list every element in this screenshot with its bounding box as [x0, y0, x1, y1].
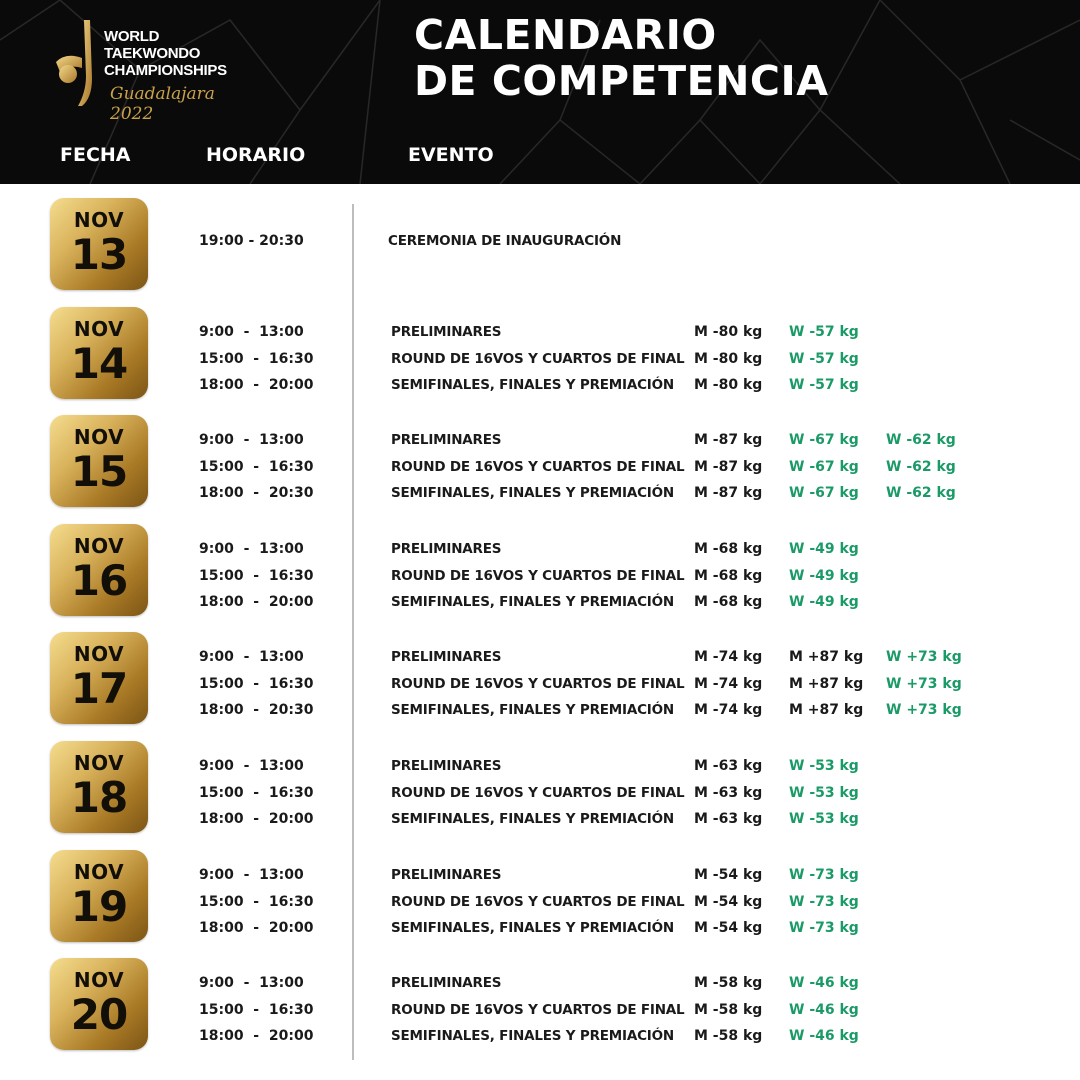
women-weight-category: W -57 kg: [789, 324, 859, 340]
date-day: 20: [70, 990, 128, 1039]
date-badge: [50, 415, 148, 507]
women-weight-category: W -49 kg: [789, 594, 859, 610]
men-weight-category: M -68 kg: [694, 541, 763, 557]
date-day: 19: [70, 882, 128, 931]
event-name: SEMIFINALES, FINALES Y PREMIACIÓN: [391, 811, 675, 827]
men-weight-category: M -87 kg: [694, 432, 763, 448]
date-month: NOV: [73, 642, 125, 666]
date-day: 15: [70, 447, 128, 496]
date-badge: [50, 632, 148, 724]
event-name: ROUND DE 16VOS Y CUARTOS DE FINAL: [391, 894, 685, 910]
date-day: 13: [70, 230, 128, 279]
event-name: PRELIMINARES: [391, 432, 502, 448]
event-name: ROUND DE 16VOS Y CUARTOS DE FINAL: [391, 676, 685, 692]
men-weight-category: M +87 kg: [789, 702, 864, 718]
logo-line-championships: CHAMPIONSHIPS: [104, 62, 227, 79]
date-badge: [50, 850, 148, 942]
event-name: PRELIMINARES: [391, 867, 502, 883]
taekwondo-emblem-icon: [52, 18, 102, 108]
event-name: SEMIFINALES, FINALES Y PREMIACIÓN: [391, 594, 675, 610]
time-range: 15:00 - 16:30: [199, 568, 314, 584]
women-weight-category: W -67 kg: [789, 459, 859, 475]
date-month: NOV: [73, 425, 125, 449]
women-weight-category: W -62 kg: [886, 485, 956, 501]
men-weight-category: M -58 kg: [694, 975, 763, 991]
logo-line-world: WORLD: [104, 28, 160, 45]
title-line-2: DE COMPETENCIA: [414, 57, 829, 105]
men-weight-category: M -54 kg: [694, 867, 763, 883]
event-name: PRELIMINARES: [391, 758, 502, 774]
column-divider: [352, 204, 354, 1060]
women-weight-category: W -53 kg: [789, 785, 859, 801]
time-range: 18:00 - 20:00: [199, 377, 314, 393]
women-weight-category: W -62 kg: [886, 459, 956, 475]
men-weight-category: M -54 kg: [694, 920, 763, 936]
women-weight-category: W -67 kg: [789, 485, 859, 501]
men-weight-category: M -68 kg: [694, 568, 763, 584]
men-weight-category: M -63 kg: [694, 811, 763, 827]
men-weight-category: M -87 kg: [694, 459, 763, 475]
women-weight-category: W -73 kg: [789, 894, 859, 910]
men-weight-category: M +87 kg: [789, 649, 864, 665]
women-weight-category: W -73 kg: [789, 867, 859, 883]
date-day: 14: [70, 339, 128, 388]
event-name: SEMIFINALES, FINALES Y PREMIACIÓN: [391, 920, 675, 936]
time-range: 9:00 - 13:00: [199, 432, 304, 448]
time-range: 19:00 - 20:30: [199, 233, 304, 249]
time-range: 9:00 - 13:00: [199, 649, 304, 665]
women-weight-category: W -53 kg: [789, 758, 859, 774]
logo-line-taekwondo: TAEKWONDO: [104, 45, 201, 62]
logo-script-city: Guadalajara 2022: [110, 84, 215, 124]
date-badge: [50, 307, 148, 399]
column-header-evento: EVENTO: [408, 144, 494, 166]
title-line-1: CALENDARIO: [414, 11, 717, 59]
women-weight-category: W -57 kg: [789, 377, 859, 393]
men-weight-category: M -54 kg: [694, 894, 763, 910]
event-name: ROUND DE 16VOS Y CUARTOS DE FINAL: [391, 459, 685, 475]
men-weight-category: M -74 kg: [694, 676, 763, 692]
time-range: 15:00 - 16:30: [199, 676, 314, 692]
date-day: 17: [70, 664, 128, 713]
time-range: 18:00 - 20:00: [199, 594, 314, 610]
time-range: 18:00 - 20:00: [199, 811, 314, 827]
men-weight-category: M +87 kg: [789, 676, 864, 692]
event-name: ROUND DE 16VOS Y CUARTOS DE FINAL: [391, 568, 685, 584]
date-month: NOV: [73, 751, 125, 775]
date-badge: [50, 741, 148, 833]
time-range: 18:00 - 20:30: [199, 485, 314, 501]
date-month: NOV: [73, 860, 125, 884]
time-range: 18:00 - 20:30: [199, 702, 314, 718]
time-range: 18:00 - 20:00: [199, 920, 314, 936]
women-weight-category: W +73 kg: [886, 649, 962, 665]
event-name: ROUND DE 16VOS Y CUARTOS DE FINAL: [391, 351, 685, 367]
date-month: NOV: [73, 317, 125, 341]
men-weight-category: M -63 kg: [694, 758, 763, 774]
date-month: NOV: [73, 968, 125, 992]
time-range: 15:00 - 16:30: [199, 785, 314, 801]
date-badge: [50, 524, 148, 616]
men-weight-category: M -58 kg: [694, 1028, 763, 1044]
men-weight-category: M -87 kg: [694, 485, 763, 501]
event-name: PRELIMINARES: [391, 975, 502, 991]
championship-logo: [52, 18, 252, 124]
women-weight-category: W -53 kg: [789, 811, 859, 827]
date-day: 18: [70, 773, 128, 822]
header-banner: [0, 0, 1080, 184]
women-weight-category: W -73 kg: [789, 920, 859, 936]
date-day: 16: [70, 556, 128, 605]
time-range: 9:00 - 13:00: [199, 324, 304, 340]
women-weight-category: W -49 kg: [789, 541, 859, 557]
event-name: PRELIMINARES: [391, 324, 502, 340]
men-weight-category: M -80 kg: [694, 351, 763, 367]
women-weight-category: W -49 kg: [789, 568, 859, 584]
time-range: 15:00 - 16:30: [199, 459, 314, 475]
page-title: [414, 12, 828, 104]
time-range: 15:00 - 16:30: [199, 351, 314, 367]
men-weight-category: M -74 kg: [694, 649, 763, 665]
time-range: 15:00 - 16:30: [199, 894, 314, 910]
men-weight-category: M -58 kg: [694, 1002, 763, 1018]
women-weight-category: W -46 kg: [789, 975, 859, 991]
time-range: 9:00 - 13:00: [199, 541, 304, 557]
date-badge: [50, 198, 148, 290]
time-range: 18:00 - 20:00: [199, 1028, 314, 1044]
event-name: SEMIFINALES, FINALES Y PREMIACIÓN: [391, 1028, 675, 1044]
time-range: 9:00 - 13:00: [199, 867, 304, 883]
men-weight-category: M -63 kg: [694, 785, 763, 801]
men-weight-category: M -80 kg: [694, 377, 763, 393]
time-range: 9:00 - 13:00: [199, 975, 304, 991]
women-weight-category: W +73 kg: [886, 676, 962, 692]
date-month: NOV: [73, 534, 125, 558]
time-range: 15:00 - 16:30: [199, 1002, 314, 1018]
column-header-fecha: FECHA: [60, 144, 131, 166]
event-name: PRELIMINARES: [391, 649, 502, 665]
women-weight-category: W +73 kg: [886, 702, 962, 718]
men-weight-category: M -80 kg: [694, 324, 763, 340]
event-name: ROUND DE 16VOS Y CUARTOS DE FINAL: [391, 785, 685, 801]
event-name: CEREMONIA DE INAUGURACIÓN: [388, 233, 622, 249]
date-badge: [50, 958, 148, 1050]
women-weight-category: W -67 kg: [789, 432, 859, 448]
event-name: ROUND DE 16VOS Y CUARTOS DE FINAL: [391, 1002, 685, 1018]
women-weight-category: W -57 kg: [789, 351, 859, 367]
men-weight-category: M -74 kg: [694, 702, 763, 718]
event-name: SEMIFINALES, FINALES Y PREMIACIÓN: [391, 702, 675, 718]
women-weight-category: W -46 kg: [789, 1028, 859, 1044]
event-name: SEMIFINALES, FINALES Y PREMIACIÓN: [391, 485, 675, 501]
logo-wordmark: [104, 28, 227, 79]
women-weight-category: W -46 kg: [789, 1002, 859, 1018]
time-range: 9:00 - 13:00: [199, 758, 304, 774]
column-header-horario: HORARIO: [206, 144, 306, 166]
event-name: PRELIMINARES: [391, 541, 502, 557]
event-name: SEMIFINALES, FINALES Y PREMIACIÓN: [391, 377, 675, 393]
date-month: NOV: [73, 208, 125, 232]
women-weight-category: W -62 kg: [886, 432, 956, 448]
men-weight-category: M -68 kg: [694, 594, 763, 610]
